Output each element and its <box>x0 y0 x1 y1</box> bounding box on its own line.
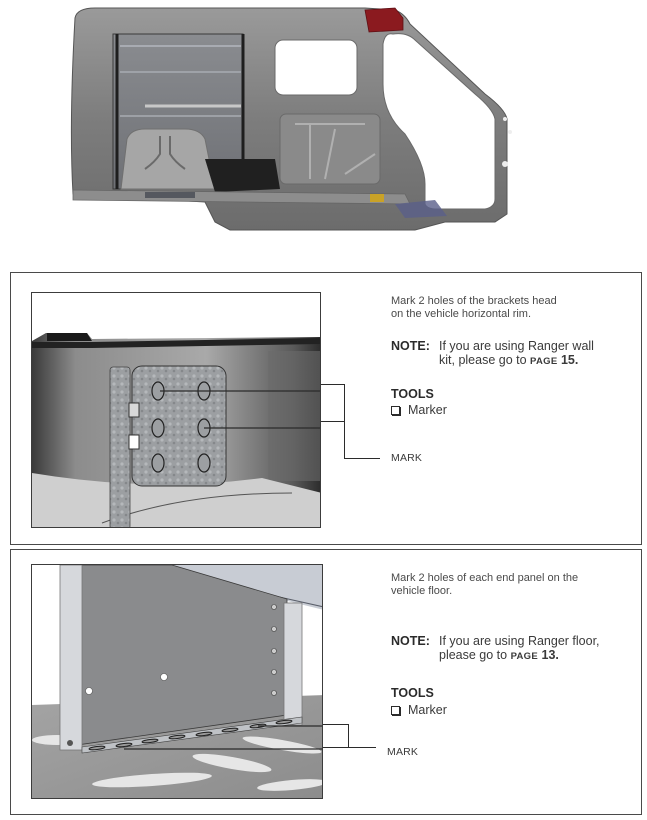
mark-leader-vertical <box>344 384 345 459</box>
note-block <box>391 634 639 664</box>
tools-heading: TOOLS <box>391 686 434 700</box>
note-text <box>439 634 639 664</box>
tools-heading: TOOLS <box>391 387 434 401</box>
note-line: please go to <box>439 648 508 662</box>
step-instruction <box>391 295 631 321</box>
checkbox-icon[interactable] <box>391 706 400 715</box>
note-block <box>391 339 639 369</box>
checkbox-icon[interactable] <box>391 406 400 415</box>
step-instruction <box>391 572 631 598</box>
page-reference-number: 15. <box>560 353 579 367</box>
note-line: If you are using Ranger floor, <box>439 634 600 648</box>
page-reference-word: PAGE <box>510 651 539 662</box>
bracket-figure <box>31 292 321 528</box>
instruction-line: Mark 2 holes of each end panel on the <box>391 572 579 584</box>
mark-leader-vertical <box>348 724 349 748</box>
mark-leader-lower <box>323 747 349 748</box>
tool-item-marker <box>391 403 447 417</box>
note-line: kit, please go to <box>439 353 527 367</box>
mark-leader-lower <box>321 421 345 422</box>
step-panel-1 <box>10 272 642 545</box>
tool-label: Marker <box>408 703 447 717</box>
instruction-line: Mark 2 holes of the brackets head <box>391 295 557 307</box>
vehicle-body-illustration <box>65 4 585 236</box>
mark-leader-horizontal <box>348 747 376 748</box>
note-text <box>439 339 639 369</box>
instruction-line: vehicle floor. <box>391 585 453 597</box>
note-label: NOTE: <box>391 634 430 648</box>
vehicle-body-drawing <box>65 4 585 236</box>
mark-callout-label: MARK <box>387 746 419 758</box>
page-reference-word: PAGE <box>530 356 558 367</box>
end-panel-on-floor-drawing <box>32 565 323 799</box>
page-reference-number: 13. <box>541 648 559 662</box>
mark-callout-label: MARK <box>391 452 423 464</box>
note-line: If you are using Ranger wall <box>439 339 594 353</box>
mark-leader-upper <box>321 384 345 385</box>
instruction-line: on the vehicle horizontal rim. <box>391 308 532 320</box>
note-label: NOTE: <box>391 339 430 353</box>
end-panel-figure <box>31 564 323 799</box>
bracket-on-rim-drawing <box>32 293 321 528</box>
mark-leader-upper <box>323 724 349 725</box>
tool-item-marker <box>391 703 447 717</box>
step-panel-2 <box>10 549 642 815</box>
tool-label: Marker <box>408 403 447 417</box>
mark-leader-horizontal <box>344 458 380 459</box>
